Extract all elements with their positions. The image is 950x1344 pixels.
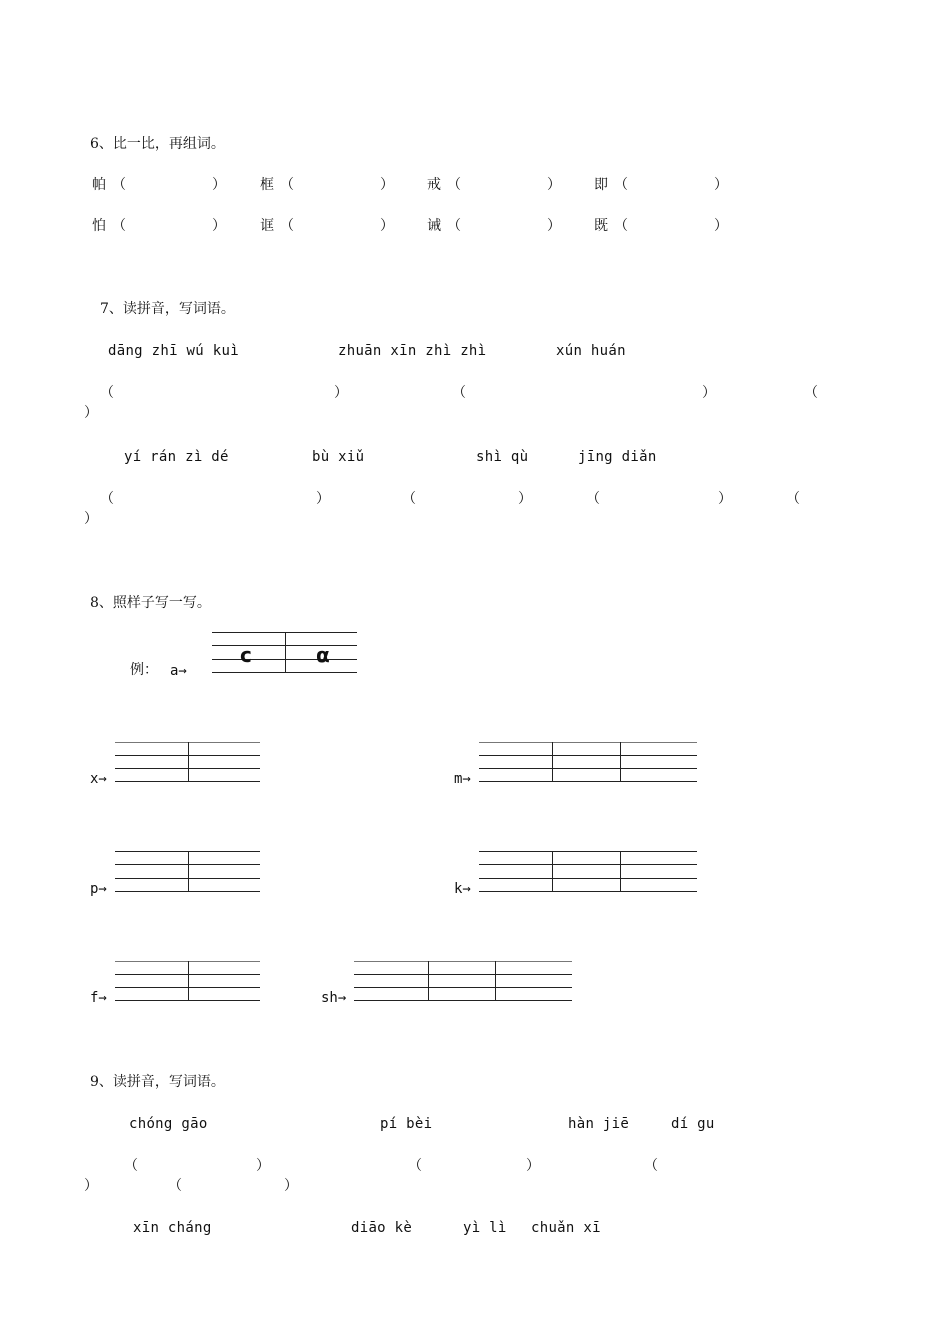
- q8-title: 8、照样子写一写。: [90, 595, 211, 611]
- q9-pinyin: pí bèi: [380, 1116, 433, 1132]
- q7-pinyin: shì qù: [476, 449, 529, 465]
- q9-pinyin: chuǎn xī: [531, 1220, 601, 1236]
- q6-close-paren: ）: [547, 177, 561, 193]
- q6-open-paren: （: [614, 177, 628, 193]
- q8-example-letter: c: [240, 643, 252, 667]
- q7-close-paren: ）: [718, 491, 732, 507]
- q6-close-paren: ）: [380, 218, 394, 234]
- q6-open-paren: （: [447, 177, 461, 193]
- q9-close-paren: ）: [526, 1158, 540, 1174]
- q7-open-paren: （: [786, 491, 800, 507]
- q7-pinyin: xún huán: [556, 343, 626, 359]
- q8-letter-label: p→: [90, 881, 107, 897]
- q6-close-paren: ）: [714, 218, 728, 234]
- q7-open-paren: （: [586, 491, 600, 507]
- q7-title: 7、读拼音，写词语。: [100, 301, 235, 317]
- q8-writing-grid[interactable]: [479, 851, 697, 892]
- q6-open-paren: （: [112, 177, 126, 193]
- q6-char: 即: [594, 177, 608, 193]
- q6-close-paren: ）: [212, 218, 226, 234]
- q6-close-paren: ）: [714, 177, 728, 193]
- q9-pinyin: xīn cháng: [133, 1220, 212, 1236]
- q6-char: 帕: [92, 177, 106, 193]
- q9-close-paren: ）: [256, 1158, 270, 1174]
- q6-title: 6、比一比，再组词。: [90, 136, 225, 152]
- q9-pinyin: hàn jiē: [568, 1116, 630, 1132]
- q9-pinyin: diāo kè: [351, 1220, 413, 1236]
- q6-open-paren: （: [614, 218, 628, 234]
- q7-close-paren: ）: [334, 385, 348, 401]
- q6-char: 框: [260, 177, 274, 193]
- q6-open-paren: （: [447, 218, 461, 234]
- q7-close-paren: ）: [84, 405, 98, 421]
- q9-open-paren: （: [644, 1158, 658, 1174]
- q9-close-paren: ）: [84, 1178, 98, 1194]
- q9-open-paren: （: [168, 1178, 182, 1194]
- q8-example-label: 例：: [130, 662, 158, 678]
- q6-char: 诓: [260, 218, 274, 234]
- q8-writing-grid[interactable]: [354, 961, 572, 1001]
- q7-close-paren: ）: [518, 491, 532, 507]
- q8-letter-label: f→: [90, 990, 107, 1006]
- q6-close-paren: ）: [547, 218, 561, 234]
- q8-letter-label: sh→: [321, 990, 347, 1006]
- q9-pinyin: yì lì: [463, 1220, 507, 1236]
- q7-pinyin: jīng diǎn: [578, 449, 657, 465]
- q8-writing-grid[interactable]: [115, 742, 260, 782]
- q6-char: 怕: [92, 218, 106, 234]
- q6-char: 诫: [427, 218, 441, 234]
- q9-title: 9、读拼音，写词语。: [90, 1074, 225, 1090]
- q9-pinyin: chóng gāo: [129, 1116, 208, 1132]
- q8-writing-grid[interactable]: [479, 742, 697, 782]
- q8-example-start: a→: [170, 663, 187, 679]
- q6-char: 既: [594, 218, 608, 234]
- q8-writing-grid[interactable]: [115, 961, 260, 1001]
- q7-pinyin: yí rán zì dé: [124, 449, 229, 465]
- q7-close-paren: ）: [316, 491, 330, 507]
- q8-writing-grid[interactable]: [115, 851, 260, 892]
- q7-close-paren: ）: [84, 511, 98, 527]
- q9-open-paren: （: [408, 1158, 422, 1174]
- q9-pinyin: dí gu: [671, 1116, 715, 1132]
- q8-example-grid: [212, 632, 357, 673]
- q7-open-paren: （: [402, 491, 416, 507]
- q9-open-paren: （: [124, 1158, 138, 1174]
- q7-open-paren: （: [452, 385, 466, 401]
- q6-close-paren: ）: [380, 177, 394, 193]
- q7-open-paren: （: [100, 385, 114, 401]
- q6-close-paren: ）: [212, 177, 226, 193]
- q6-char: 戒: [427, 177, 441, 193]
- q8-letter-label: x→: [90, 771, 107, 787]
- q6-open-paren: （: [112, 218, 126, 234]
- q8-example-letter: α: [316, 643, 330, 667]
- q7-open-paren: （: [804, 385, 818, 401]
- q7-pinyin: bù xiǔ: [312, 449, 365, 465]
- q7-open-paren: （: [100, 491, 114, 507]
- q7-close-paren: ）: [702, 385, 716, 401]
- q8-letter-label: k→: [454, 881, 471, 897]
- q8-letter-label: m→: [454, 771, 471, 787]
- q9-close-paren: ）: [284, 1178, 298, 1194]
- q6-open-paren: （: [280, 177, 294, 193]
- q7-pinyin: zhuān xīn zhì zhì: [338, 343, 487, 359]
- q7-pinyin: dāng zhī wú kuì: [108, 343, 239, 359]
- q6-open-paren: （: [280, 218, 294, 234]
